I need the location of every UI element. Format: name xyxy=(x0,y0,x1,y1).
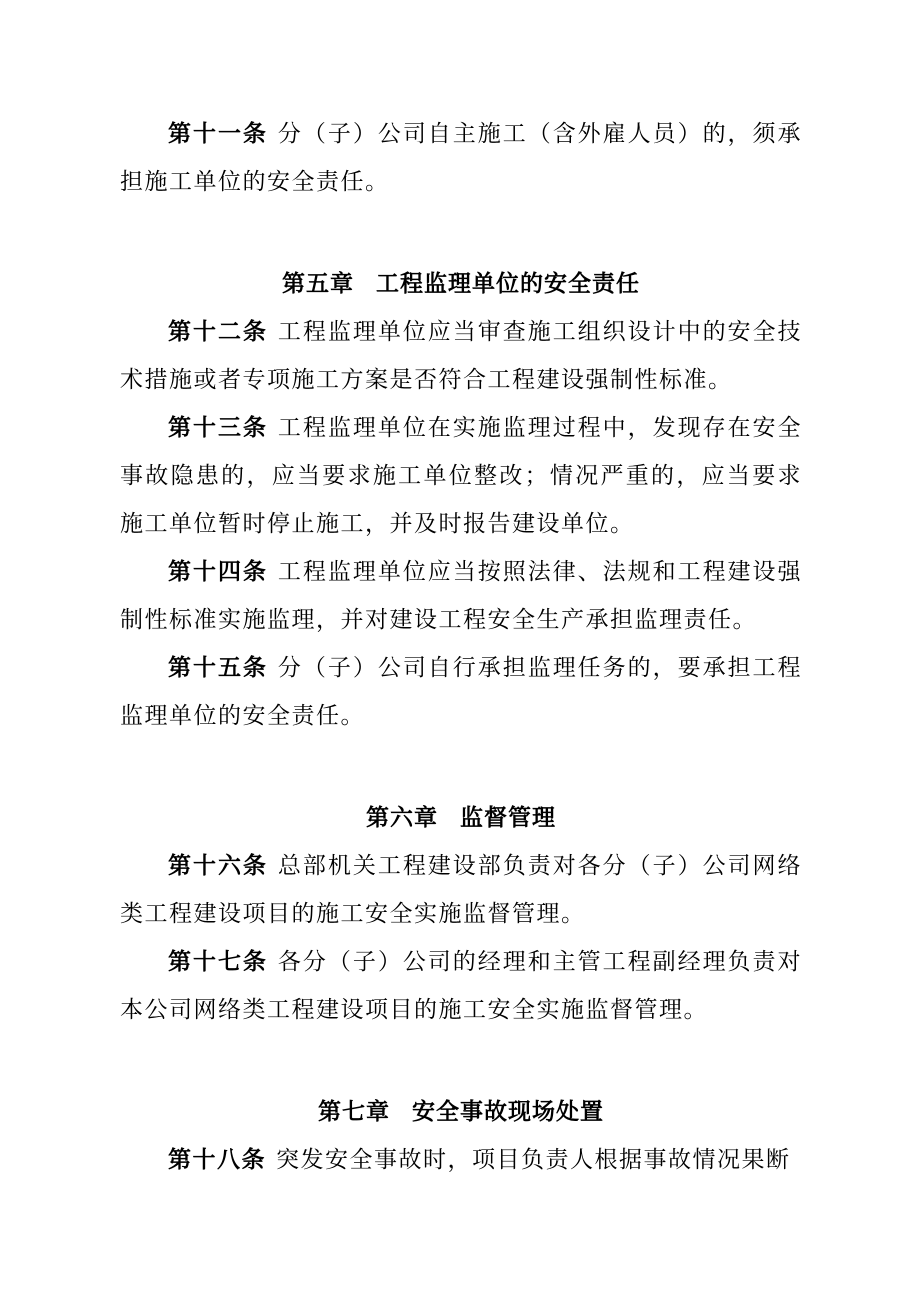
spacer xyxy=(120,206,802,260)
chapter-number: 第六章 xyxy=(366,805,438,831)
article-13 xyxy=(120,404,802,548)
spacer xyxy=(120,740,802,794)
article-12 xyxy=(120,308,802,404)
chapter-5-heading xyxy=(120,260,802,308)
article-text: 工程监理单位应当审查施工组织设计中的安全技术措施或者专项施工方案是否符合工程建设强制性标准。 xyxy=(120,319,803,393)
article-text: 各分（子）公司的经理和主管工程副经理负责对本公司网络类工程建设项目的施工安全实施监督管理。 xyxy=(120,949,803,1023)
article-14 xyxy=(120,548,802,644)
article-text: 工程监理单位应当按照法律、法规和工程建设强制性标准实施监理，并对建设工程安全生产承担监理责任。 xyxy=(120,559,803,633)
spacer xyxy=(120,1034,802,1088)
article-text: 分（子）公司自行承担监理任务的，要承担工程监理单位的安全责任。 xyxy=(120,655,803,729)
chapter-number: 第五章 xyxy=(282,271,354,297)
article-16 xyxy=(120,842,802,938)
article-number: 第十一条 xyxy=(168,121,268,147)
article-text: 工程监理单位在实施监理过程中，发现存在安全事故隐患的，应当要求施工单位整改；情况严重的，应当要求施工单位暂时停止施工，并及时报告建设单位。 xyxy=(120,415,803,537)
article-17 xyxy=(120,938,802,1034)
article-number: 第十三条 xyxy=(168,415,268,441)
chapter-title: 工程监理单位的安全责任 xyxy=(376,271,640,297)
article-number: 第十八条 xyxy=(168,1147,266,1173)
article-number: 第十四条 xyxy=(168,559,268,585)
article-number: 第十六条 xyxy=(168,853,268,879)
article-11 xyxy=(120,110,802,206)
article-text: 分（子）公司自主施工（含外雇人员）的，须承担施工单位的安全责任。 xyxy=(120,121,803,195)
article-text: 总部机关工程建设部负责对各分（子）公司网络类工程建设项目的施工安全实施监督管理。 xyxy=(120,853,803,927)
document-body xyxy=(120,110,802,1184)
article-text: 突发安全事故时，项目负责人根据事故情况果断 xyxy=(276,1147,791,1173)
article-number: 第十五条 xyxy=(168,655,268,681)
article-18 xyxy=(120,1136,802,1184)
chapter-number: 第七章 xyxy=(318,1099,390,1125)
chapter-6-heading xyxy=(120,794,802,842)
article-number: 第十二条 xyxy=(168,319,268,345)
article-number: 第十七条 xyxy=(168,949,268,975)
chapter-7-heading xyxy=(120,1088,802,1136)
chapter-title: 安全事故现场处置 xyxy=(412,1099,604,1125)
chapter-title: 监督管理 xyxy=(460,805,556,831)
article-15 xyxy=(120,644,802,740)
